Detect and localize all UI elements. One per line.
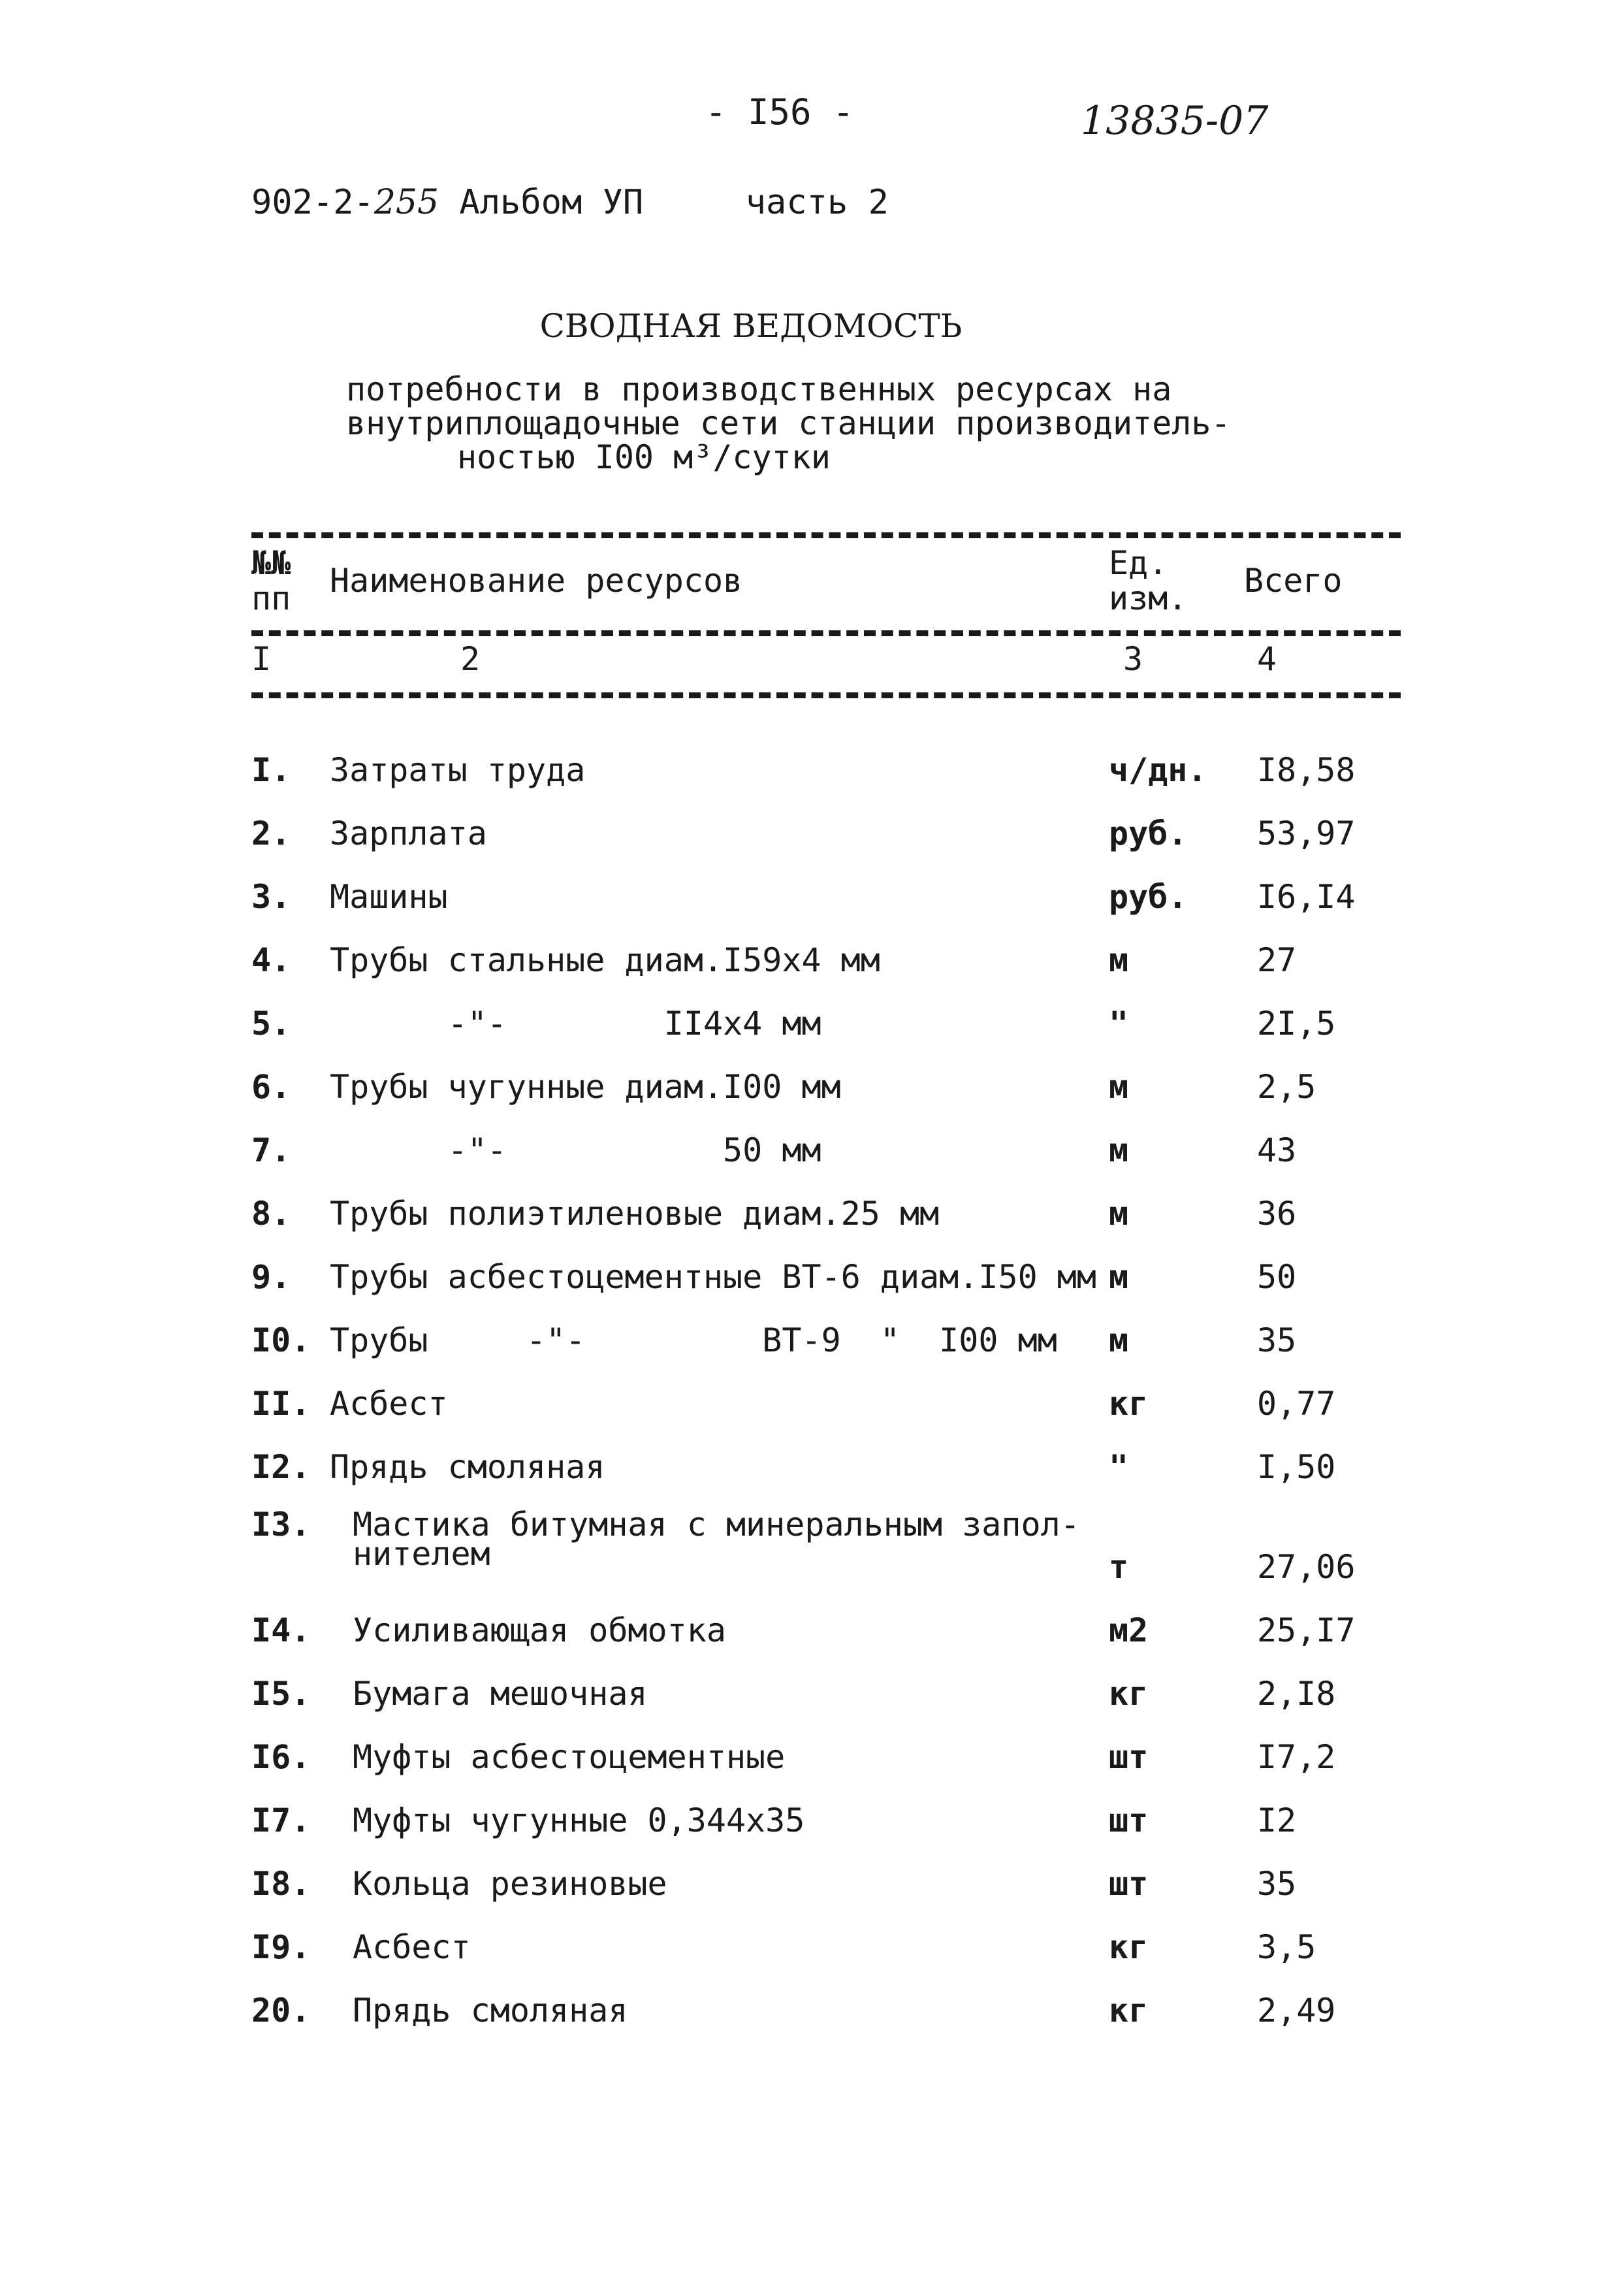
column-number-3: 3: [1123, 640, 1143, 678]
row-resource-name: Трубы асбестоцементные ВТ-6 диам.I50 мм: [330, 1258, 1096, 1296]
row-resource-name: -"- 50 мм: [330, 1131, 821, 1169]
row-resource-name: Трубы полиэтиленовые диам.25 мм: [330, 1195, 940, 1233]
header-num-line-2: пп: [251, 579, 291, 617]
row-total: 36: [1257, 1195, 1297, 1233]
row-unit: кг: [1109, 1992, 1149, 2029]
row-number: 8.: [251, 1195, 291, 1233]
subtitle-line-3: ностью I00 м³/сутки: [457, 438, 831, 476]
album-prefix: 902-2-: [251, 183, 374, 222]
row-unit: руб.: [1109, 878, 1188, 916]
row-number: 4.: [251, 941, 291, 979]
row-total: I2: [1257, 1801, 1297, 1839]
column-number-4: 4: [1257, 640, 1277, 678]
row-resource-name: Зарплата: [330, 815, 487, 852]
row-total: 43: [1257, 1131, 1297, 1169]
row-number: I6.: [251, 1738, 311, 1776]
row-number: I8.: [251, 1865, 311, 1903]
row-unit: руб.: [1109, 815, 1188, 852]
row-number: 9.: [251, 1258, 291, 1296]
row-resource-name: Кольца резиновые: [353, 1865, 667, 1903]
row-number: II.: [251, 1385, 311, 1423]
row-resource-name: Муфты асбестоцементные: [353, 1738, 786, 1776]
row-unit: м: [1109, 1195, 1129, 1233]
row-number: I0.: [251, 1321, 311, 1359]
page-title: СВОДНАЯ ВЕДОМОСТЬ: [539, 307, 963, 345]
row-number: I5.: [251, 1675, 311, 1713]
row-unit: м: [1109, 1321, 1129, 1359]
row-resource-name-continuation: нителем: [353, 1535, 490, 1573]
row-total: I6,I4: [1257, 878, 1356, 916]
row-total: 27: [1257, 941, 1297, 979]
row-total: 25,I7: [1257, 1611, 1356, 1649]
column-number-2: 2: [460, 640, 481, 678]
row-unit: м: [1109, 1068, 1129, 1106]
row-number: 2.: [251, 815, 291, 852]
row-resource-name: Муфты чугунные 0,344х35: [353, 1801, 805, 1839]
header-unit-line-2: изм.: [1109, 579, 1188, 617]
row-resource-name: -"- II4х4 мм: [330, 1005, 821, 1042]
part-label: часть 2: [745, 183, 889, 222]
row-total: 35: [1257, 1321, 1297, 1359]
row-total: 27,06: [1257, 1548, 1356, 1586]
row-total: 2,I8: [1257, 1675, 1336, 1713]
row-total: 2I,5: [1257, 1005, 1336, 1042]
row-total: 50: [1257, 1258, 1297, 1296]
row-number: I3.: [251, 1506, 311, 1543]
subtitle-line-1: потребности в производственных ресурсах на: [346, 370, 1172, 408]
row-unit: ": [1109, 1448, 1129, 1486]
header-num-line-1: №№: [251, 544, 291, 582]
page-number: - I56 -: [705, 91, 854, 133]
row-resource-name: Асбест: [353, 1928, 471, 1966]
row-unit: кг: [1109, 1675, 1149, 1713]
document-code: 13835-07: [1081, 98, 1269, 144]
row-unit: ч/дн.: [1109, 751, 1207, 789]
row-total: 53,97: [1257, 815, 1356, 852]
row-unit: кг: [1109, 1385, 1149, 1423]
row-number: 5.: [251, 1005, 291, 1042]
row-unit: шт: [1109, 1865, 1149, 1903]
row-total: 2,5: [1257, 1068, 1316, 1106]
header-separator-rule: [251, 630, 1401, 636]
row-resource-name: Трубы чугунные диам.I00 мм: [330, 1068, 841, 1106]
row-unit: м: [1109, 941, 1129, 979]
row-resource-name: Машины: [330, 878, 448, 916]
row-number: I7.: [251, 1801, 311, 1839]
row-resource-name: Трубы стальные диам.I59х4 мм: [330, 941, 880, 979]
header-name: Наименование ресурсов: [330, 562, 743, 600]
row-unit: шт: [1109, 1738, 1149, 1776]
row-number: I2.: [251, 1448, 311, 1486]
row-resource-name: Бумага мешочная: [353, 1675, 648, 1713]
row-resource-name: Затраты труда: [330, 751, 586, 789]
row-total: I,50: [1257, 1448, 1336, 1486]
row-number: 20.: [251, 1992, 311, 2029]
album-suffix: Альбом УП: [439, 183, 644, 222]
subtitle-line-2: внутриплощадочные сети станции производитель-: [346, 404, 1231, 442]
header-unit-line-1: Ед.: [1109, 544, 1168, 582]
row-total: I8,58: [1257, 751, 1356, 789]
album-reference: [251, 183, 889, 222]
album-handwritten-number: 255: [374, 183, 439, 222]
row-number: I4.: [251, 1611, 311, 1649]
header-total: Всего: [1244, 562, 1343, 600]
row-resource-name: Прядь смоляная: [330, 1448, 605, 1486]
row-total: I7,2: [1257, 1738, 1336, 1776]
row-resource-name: Прядь смоляная: [353, 1992, 628, 2029]
row-total: 0,77: [1257, 1385, 1336, 1423]
row-unit: т: [1109, 1548, 1129, 1586]
row-unit: м: [1109, 1258, 1129, 1296]
row-unit: ": [1109, 1005, 1129, 1042]
row-number: 7.: [251, 1131, 291, 1169]
row-unit: шт: [1109, 1801, 1149, 1839]
row-resource-name: Усиливающая обмотка: [353, 1611, 726, 1649]
row-number: 6.: [251, 1068, 291, 1106]
row-unit: кг: [1109, 1928, 1149, 1966]
column-numbers-rule: [251, 692, 1401, 698]
row-resource-name: Мастика битумная с минеральным запол-: [353, 1506, 1080, 1543]
column-number-1: I: [251, 640, 272, 678]
row-number: I.: [251, 751, 291, 789]
row-total: 3,5: [1257, 1928, 1316, 1966]
row-total: 2,49: [1257, 1992, 1336, 2029]
table-top-rule: [251, 532, 1401, 538]
row-resource-name: Асбест: [330, 1385, 448, 1423]
row-resource-name: Трубы -"- ВТ-9 " I00 мм: [330, 1321, 1057, 1359]
row-unit: м: [1109, 1131, 1129, 1169]
row-total: 35: [1257, 1865, 1297, 1903]
row-number: I9.: [251, 1928, 311, 1966]
row-unit: м2: [1109, 1611, 1149, 1649]
row-number: 3.: [251, 878, 291, 916]
